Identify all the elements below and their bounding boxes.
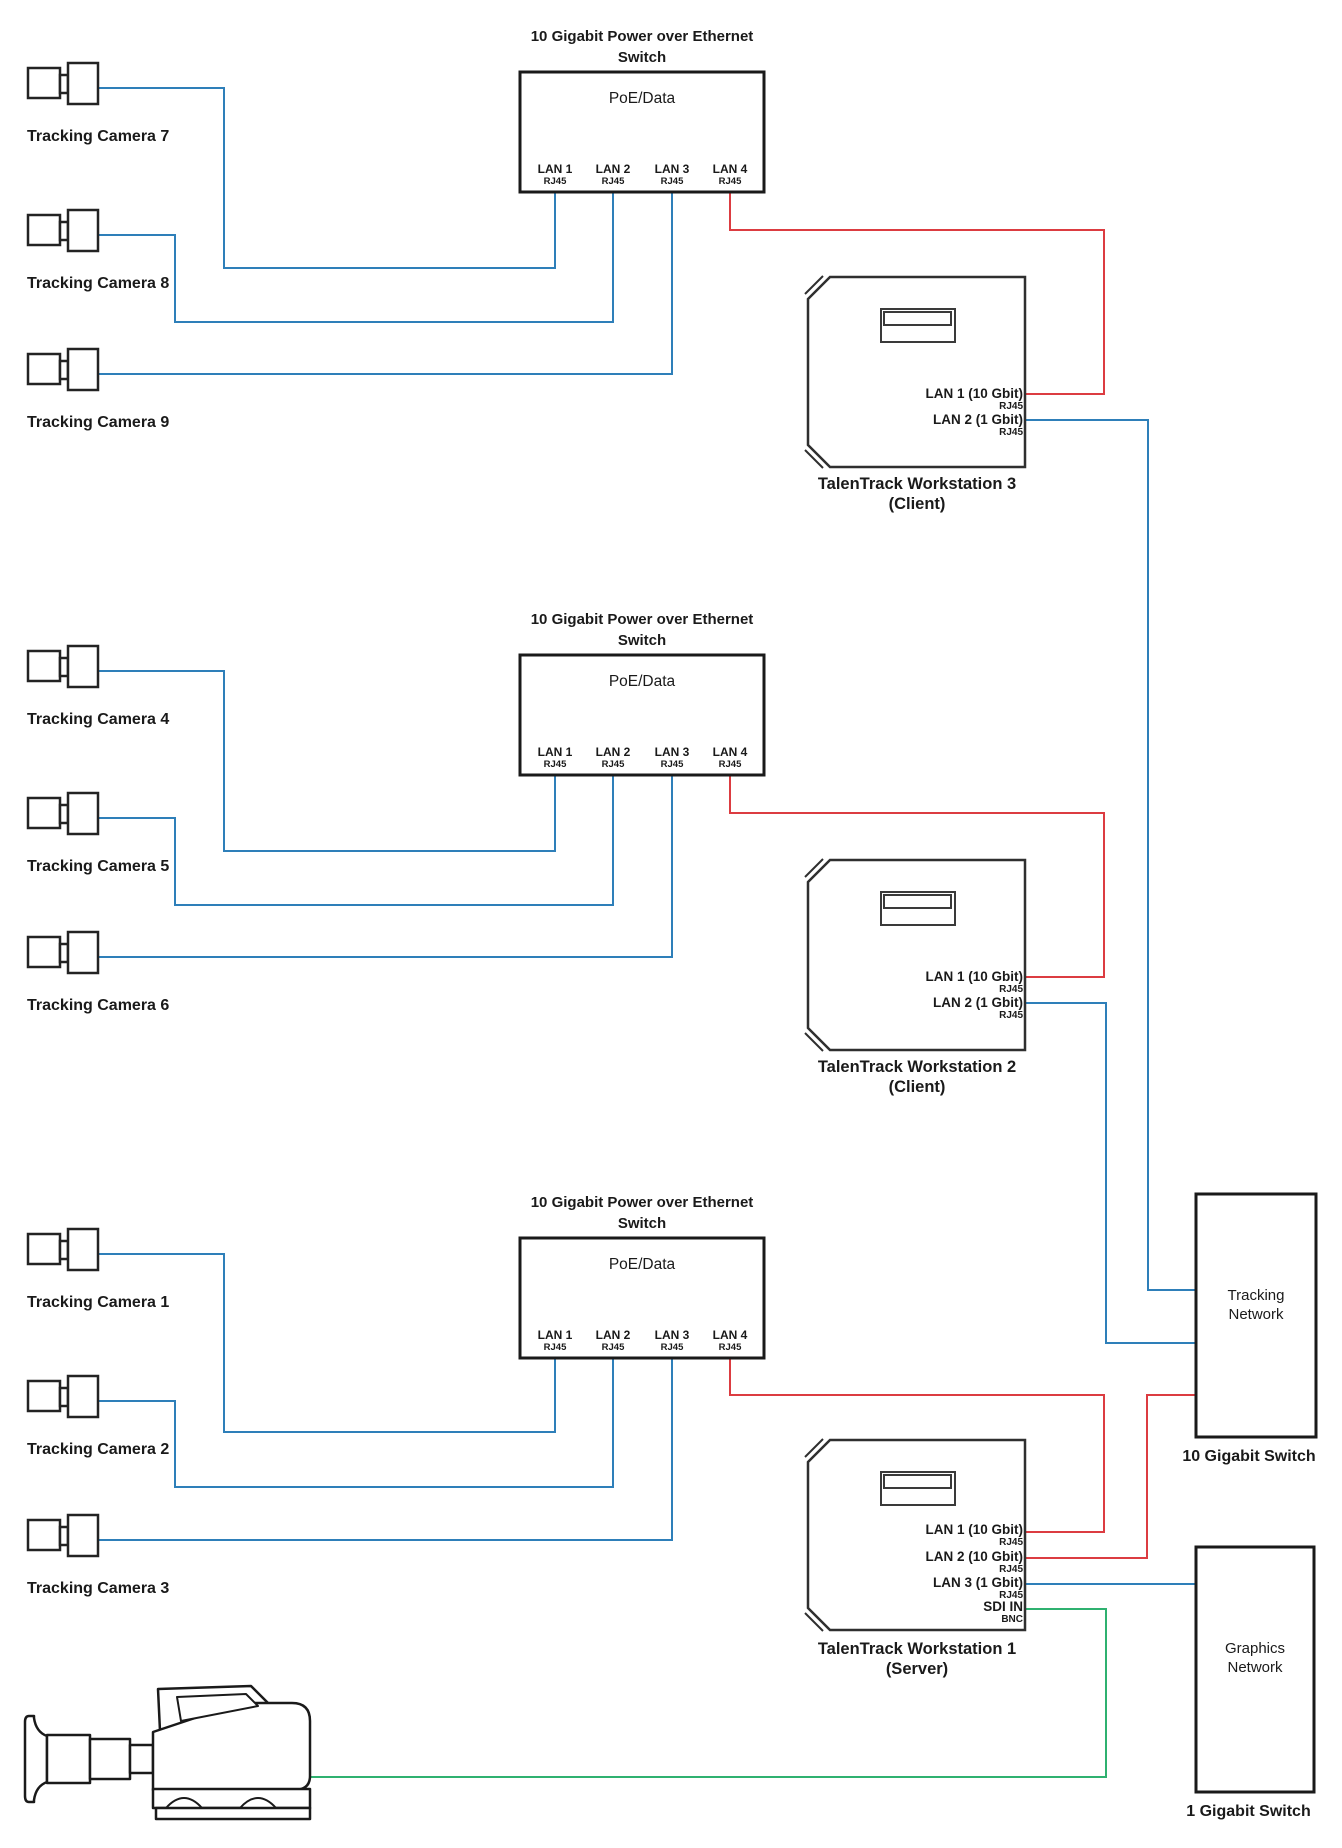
ws3-port-lan2: LAN 2 (1 Gbit) RJ45 [933, 412, 1023, 438]
wire-ws1-lan2-tracking-network [1022, 1395, 1200, 1558]
tracking-camera-8-icon [28, 210, 98, 251]
wire-camera7-lan1 [95, 88, 555, 268]
poe-switch-3-title-line2: Switch [617, 1215, 667, 1232]
switch3-port-lan4: LAN 4 RJ45 [712, 1328, 748, 1353]
poe-switch-3-title-line1: 10 Gigabit Power over Ethernet [530, 1194, 754, 1211]
tracking-camera-1-label: Tracking Camera 1 [27, 1294, 170, 1311]
wire-camera5-lan2 [95, 768, 613, 905]
ws2-drive-bay-slot [884, 895, 951, 908]
tracking-camera-2-label: Tracking Camera 2 [27, 1441, 170, 1458]
workstation-3-box [808, 277, 1025, 467]
wire-camera2-lan2 [95, 1351, 613, 1487]
switch3-port-lan3: LAN 3 RJ45 [654, 1328, 690, 1353]
workstation-2-box [808, 860, 1025, 1050]
wire-camera8-lan2 [95, 185, 613, 322]
tracking-camera-2-icon [28, 1376, 98, 1417]
broadcast-camera-icon [25, 1686, 310, 1819]
poe-switch-3-body-label: PoE/Data [608, 1256, 676, 1273]
ws1-port-lan3: LAN 3 (1 Gbit) RJ45 [933, 1575, 1023, 1601]
poe-switch-2-title-line2: Switch [617, 632, 667, 649]
poe-switch-1-body-label: PoE/Data [608, 90, 676, 107]
switch1-port-lan2: LAN 2 RJ45 [595, 162, 631, 187]
wire-ws2-lan2-tracking-network [1022, 1003, 1200, 1343]
ws3-drive-bay-slot [884, 312, 951, 325]
wire-camera1-lan1 [95, 1254, 555, 1432]
wire-camera9-lan3 [95, 185, 672, 374]
ws1-port-lan1: LAN 1 (10 Gbit) RJ45 [925, 1522, 1023, 1548]
ws2-port-lan2: LAN 2 (1 Gbit) RJ45 [933, 995, 1023, 1021]
ws1-port-lan2: LAN 2 (10 Gbit) RJ45 [925, 1549, 1023, 1575]
switch2-port-lan4: LAN 4 RJ45 [712, 745, 748, 770]
switch2-port-lan3: LAN 3 RJ45 [654, 745, 690, 770]
tracking-camera-9-icon [28, 349, 98, 390]
tracking-camera-6-label: Tracking Camera 6 [27, 997, 170, 1014]
workstation-3-title: TalenTrack Workstation 3 (Client) [817, 475, 1017, 513]
poe-switch-2-title [459, 609, 825, 651]
tracking-network-caption: 10 Gigabit Switch [1182, 1448, 1316, 1465]
wire-camera3-lan3 [95, 1351, 672, 1540]
workstation-2-title: TalenTrack Workstation 2 (Client) [817, 1058, 1017, 1096]
poe-switch-2-body-label: PoE/Data [608, 673, 676, 690]
poe-switch-1-title-line2: Switch [617, 49, 667, 66]
switch1-port-lan4: LAN 4 RJ45 [712, 162, 748, 187]
green-wires [302, 1609, 1106, 1777]
switch1-port-lan3: LAN 3 RJ45 [654, 162, 690, 187]
poe-switch-2-title-line1: 10 Gigabit Power over Ethernet [530, 611, 754, 628]
wire-broadcast-camera-sdi-ws1 [302, 1609, 1106, 1777]
tracking-camera-6-icon [28, 932, 98, 973]
wire-camera4-lan1 [95, 671, 555, 851]
wire-camera6-lan3 [95, 768, 672, 957]
switch2-port-lan2: LAN 2 RJ45 [595, 745, 631, 770]
switch3-port-lan1: LAN 1 RJ45 [537, 1328, 573, 1353]
workstation-1-title: TalenTrack Workstation 1 (Server) [817, 1640, 1017, 1678]
tracking-camera-4-label: Tracking Camera 4 [27, 711, 170, 728]
tracking-camera-5-icon [28, 793, 98, 834]
wire-ws3-lan2-tracking-network [1022, 420, 1200, 1290]
tracking-network-label: Tracking Network [1227, 1287, 1285, 1323]
tracking-camera-9-label: Tracking Camera 9 [27, 414, 170, 431]
graphics-network-caption: 1 Gigabit Switch [1186, 1803, 1311, 1820]
tracking-camera-8-label: Tracking Camera 8 [27, 275, 170, 292]
ws1-drive-bay-slot [884, 1475, 951, 1488]
poe-switch-1-title-line1: 10 Gigabit Power over Ethernet [530, 28, 754, 45]
tracking-camera-7-icon [28, 63, 98, 104]
tracking-camera-4-icon [28, 646, 98, 687]
graphics-network-label: Graphics Network [1224, 1640, 1286, 1676]
switch2-port-lan1: LAN 1 RJ45 [537, 745, 573, 770]
tracking-camera-1-icon [28, 1229, 98, 1270]
switch1-port-lan1: LAN 1 RJ45 [537, 162, 573, 187]
tracking-camera-3-label: Tracking Camera 3 [27, 1580, 170, 1597]
poe-switch-3-title [459, 1192, 825, 1234]
poe-switch-1-title [459, 26, 825, 68]
ws1-port-sdi-in: SDI IN BNC [983, 1599, 1023, 1625]
tracking-camera-7-label: Tracking Camera 7 [27, 128, 170, 145]
switch3-port-lan2: LAN 2 RJ45 [595, 1328, 631, 1353]
ws2-port-lan1: LAN 1 (10 Gbit) RJ45 [925, 969, 1023, 995]
blue-wires [95, 88, 1200, 1584]
tracking-camera-5-label: Tracking Camera 5 [27, 858, 170, 875]
tracking-camera-3-icon [28, 1515, 98, 1556]
ws3-port-lan1: LAN 1 (10 Gbit) RJ45 [925, 386, 1023, 412]
